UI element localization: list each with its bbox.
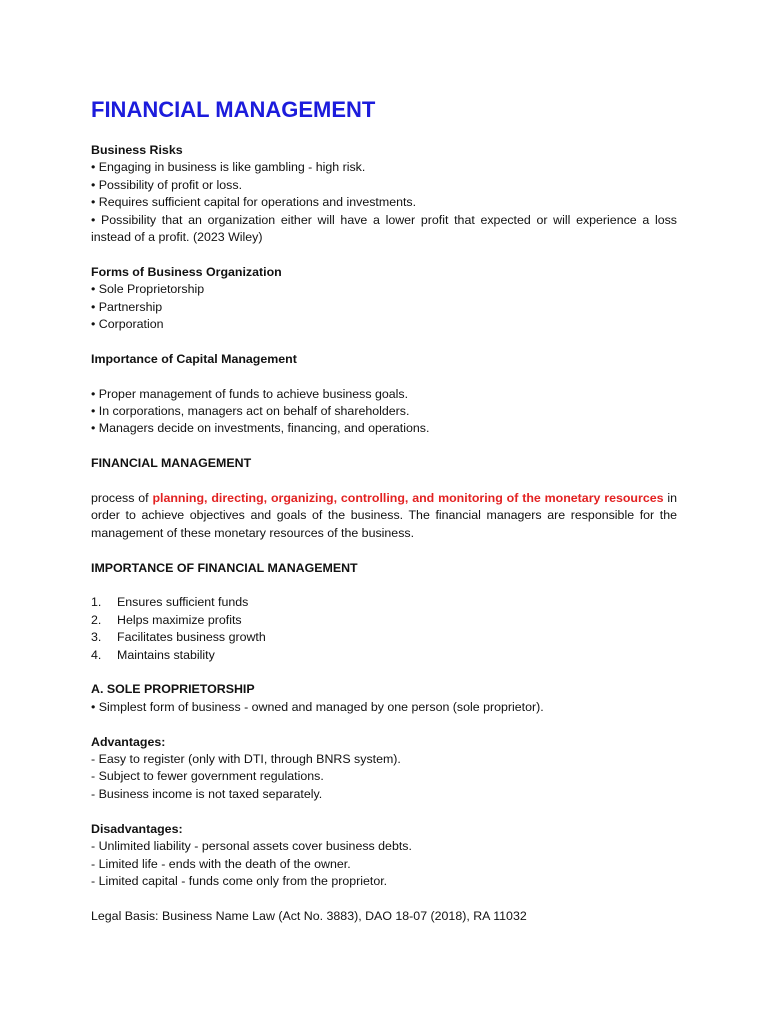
capital-management-item: • Managers decide on investments, financing, and operations. bbox=[91, 421, 430, 436]
importance-section bbox=[91, 560, 677, 664]
disadvantage-item: - Limited capital - funds come only from the proprietor. bbox=[91, 873, 388, 888]
capital-management-section bbox=[91, 351, 677, 438]
spacer bbox=[91, 542, 677, 559]
spacer bbox=[91, 577, 677, 594]
spacer bbox=[91, 333, 677, 350]
sole-proprietorship-description: • Simplest form of business - owned and managed by one person (sole proprietor). bbox=[91, 699, 544, 714]
advantage-item: - Easy to register (only with DTI, through BNRS system). bbox=[91, 752, 401, 767]
spacer bbox=[91, 803, 677, 820]
spacer bbox=[91, 716, 677, 733]
importance-list bbox=[91, 594, 677, 664]
list-text: Maintains stability bbox=[117, 647, 215, 662]
capital-management-item: • Proper management of funds to achieve business goals. bbox=[91, 386, 409, 401]
document-title: FINANCIAL MANAGEMENT bbox=[91, 97, 376, 122]
definition-prefix: process of bbox=[91, 491, 153, 506]
disadvantage-item: - Unlimited liability - personal assets cover business debts. bbox=[91, 839, 412, 854]
list-text: Ensures sufficient funds bbox=[117, 595, 249, 610]
business-risk-item: • Requires sufficient capital for operations and investments. bbox=[91, 195, 417, 210]
importance-heading: IMPORTANCE OF FINANCIAL MANAGEMENT bbox=[91, 560, 358, 575]
financial-management-heading: FINANCIAL MANAGEMENT bbox=[91, 456, 252, 471]
disadvantages-heading: Disadvantages: bbox=[91, 821, 183, 836]
list-item bbox=[91, 629, 677, 646]
sole-proprietorship-heading: A. SOLE PROPRIETORSHIP bbox=[91, 682, 255, 697]
spacer bbox=[91, 473, 677, 490]
business-risk-item: • Possibility of profit or loss. bbox=[91, 177, 243, 192]
financial-management-section bbox=[91, 455, 677, 542]
list-text: Helps maximize profits bbox=[117, 612, 242, 627]
financial-management-definition bbox=[91, 490, 677, 542]
capital-management-item: • In corporations, managers act on behalf of shareholders. bbox=[91, 404, 410, 419]
spacer bbox=[91, 664, 677, 681]
spacer bbox=[91, 438, 677, 455]
list-number: 4. bbox=[91, 647, 102, 662]
definition-suffix: in order to achieve objectives and goals of the business. The financial managers are responsible for the management of these monetary resources of the business. bbox=[91, 491, 677, 540]
advantages-heading: Advantages: bbox=[91, 734, 166, 749]
business-risk-item: • Possibility that an organization either will have a lower profit that expected or will experience a loss instead of a profit. (2023 Wiley) bbox=[91, 212, 677, 245]
form-item: • Partnership bbox=[91, 299, 163, 314]
list-number: 3. bbox=[91, 630, 102, 645]
list-number: 1. bbox=[91, 595, 102, 610]
list-item bbox=[91, 647, 677, 664]
form-item: • Sole Proprietorship bbox=[91, 282, 205, 297]
list-text: Facilitates business growth bbox=[117, 630, 266, 645]
business-risks-heading: Business Risks bbox=[91, 143, 183, 157]
spacer bbox=[91, 368, 677, 385]
spacer bbox=[91, 890, 677, 907]
list-number: 2. bbox=[91, 612, 102, 627]
advantage-item: - Business income is not taxed separately. bbox=[91, 786, 323, 801]
sole-proprietorship-section bbox=[91, 681, 677, 925]
capital-management-heading: Importance of Capital Management bbox=[91, 351, 297, 366]
spacer bbox=[91, 246, 677, 263]
forms-section bbox=[91, 264, 677, 334]
forms-heading: Forms of Business Organization bbox=[91, 264, 282, 279]
list-item bbox=[91, 612, 677, 629]
business-risk-item: • Engaging in business is like gambling - high risk. bbox=[91, 160, 366, 175]
business-risks-section bbox=[91, 142, 677, 246]
definition-highlight: planning, directing, organizing, controlling, and monitoring of the monetary resources bbox=[152, 491, 664, 506]
form-item: • Corporation bbox=[91, 317, 164, 332]
legal-basis: Legal Basis: Business Name Law (Act No. 3883), DAO 18-07 (2018), RA 11032 bbox=[91, 908, 527, 923]
disadvantage-item: - Limited life - ends with the death of the owner. bbox=[91, 856, 351, 871]
advantage-item: - Subject to fewer government regulations. bbox=[91, 769, 324, 784]
list-item bbox=[91, 594, 677, 611]
